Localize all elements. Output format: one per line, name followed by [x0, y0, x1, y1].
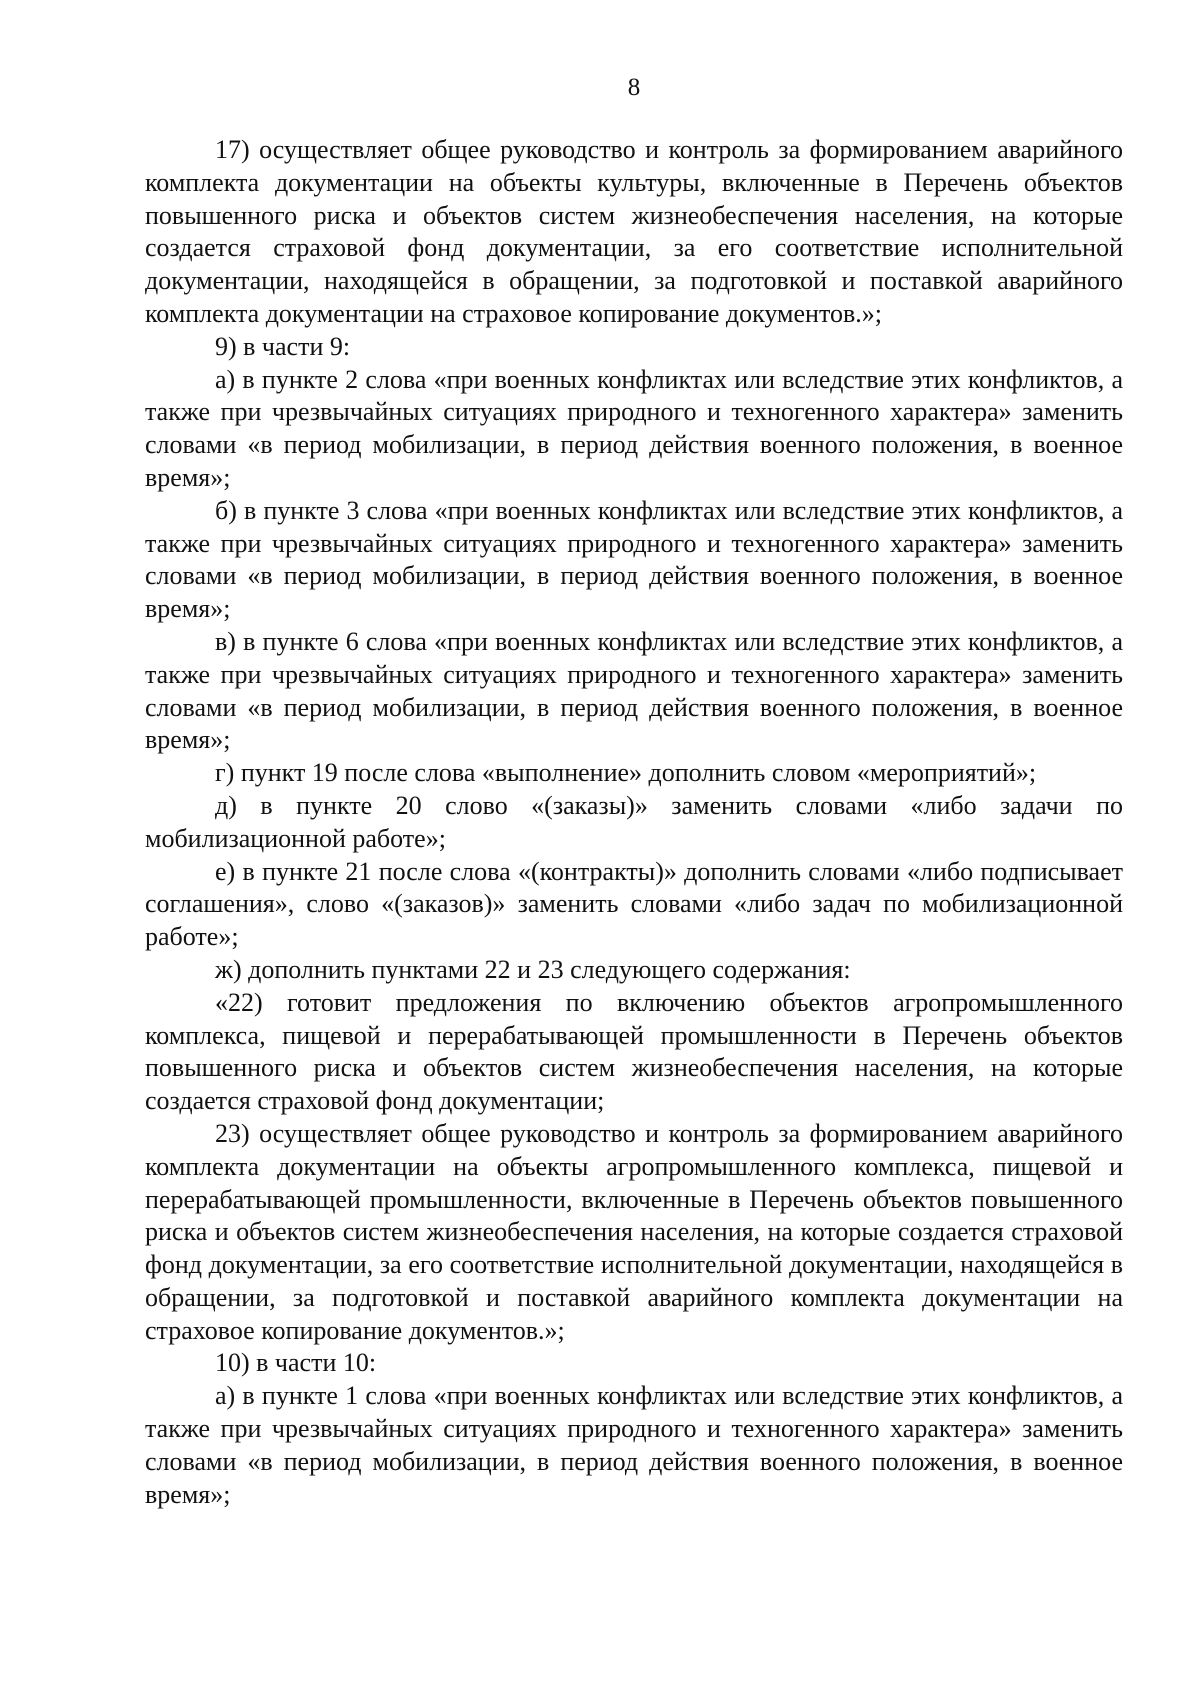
page-number: 8	[627, 74, 641, 101]
paragraph-subitem-e: е) в пункте 21 после слова «(контракты)» дополнить словами «либо подписывает соглашения», слово «(заказов)» заменить словами «либо задач по мобилизационной работе»;	[145, 856, 1123, 952]
paragraph-subitem-g: г) пункт 19 после слова «выполнение» дополнить словом «мероприятий»;	[215, 758, 1037, 788]
paragraph-subitem-d: д) в пункте 20 слово «(заказы)» заменить словами «либо задачи по мобилизационной работе»;	[145, 790, 1123, 853]
paragraph-item-17: 17) осуществляет общее руководство и контроль за формированием аварийного комплекта документации на объекты культуры, включенные в Перечень объектов повышенного риска и объектов систем жизнеобеспечения населения, на которые создается страховой фонд документации, за его соответствие исполнительной документации, находящейся в обращении, за подготовкой и поставкой аварийного комплекта документации на страховое копирование документов.»;	[145, 135, 1123, 328]
paragraph-subitem-zh: ж) дополнить пунктами 22 и 23 следующего содержания:	[215, 954, 851, 984]
paragraph-subitem-v: в) в пункте 6 слова «при военных конфликтах или вследствие этих конфликтов, а также при чрезвычайных ситуациях природного и техногенного характера» заменить словами «в период мобилизации, в период действия военного положения, в военное время»;	[145, 626, 1123, 755]
paragraph-subitem-a: а) в пункте 2 слова «при военных конфликтах или вследствие этих конфликтов, а также при чрезвычайных ситуациях природного и техногенного характера» заменить словами «в период мобилизации, в период действия военного положения, в военное время»;	[145, 364, 1123, 492]
paragraph-item-23: 23) осуществляет общее руководство и контроль за формированием аварийного комплекта документации на объекты агропромышленного комплекса, пищевой и перерабатывающей промышленности, включенные в Перечень объектов повышенного риска и объектов систем жизнеобеспечения населения, на которые создается страховой фонд документации, за его соответствие исполнительной документации, находящейся в обращении, за подготовкой и поставкой аварийного комплекта документации на страховое копирование документов.»;	[145, 1118, 1123, 1345]
paragraph-subitem-a-part-10: а) в пункте 1 слова «при военных конфликтах или вследствие этих конфликтов, а также при чрезвычайных ситуациях природного и техногенного характера» заменить словами «в период мобилизации, в период действия военного положения, в военное время»;	[145, 1381, 1123, 1509]
paragraph-part-10: 10) в части 10:	[215, 1348, 377, 1378]
paragraph-part-9: 9) в части 9:	[215, 331, 351, 361]
paragraph-item-22: «22) готовит предложения по включению объектов агропромышленного комплекса, пищевой и перерабатывающей промышленности в Перечень объектов повышенного риска и объектов систем жизнеобеспечения населения, на которые создается страховой фонд документации;	[145, 987, 1123, 1116]
paragraph-subitem-b: б) в пункте 3 слова «при военных конфликтах или вследствие этих конфликтов, а также при чрезвычайных ситуациях природного и техногенного характера» заменить словами «в период мобилизации, в период действия военного положения, в военное время»;	[145, 495, 1123, 624]
document-body	[145, 134, 1123, 1511]
